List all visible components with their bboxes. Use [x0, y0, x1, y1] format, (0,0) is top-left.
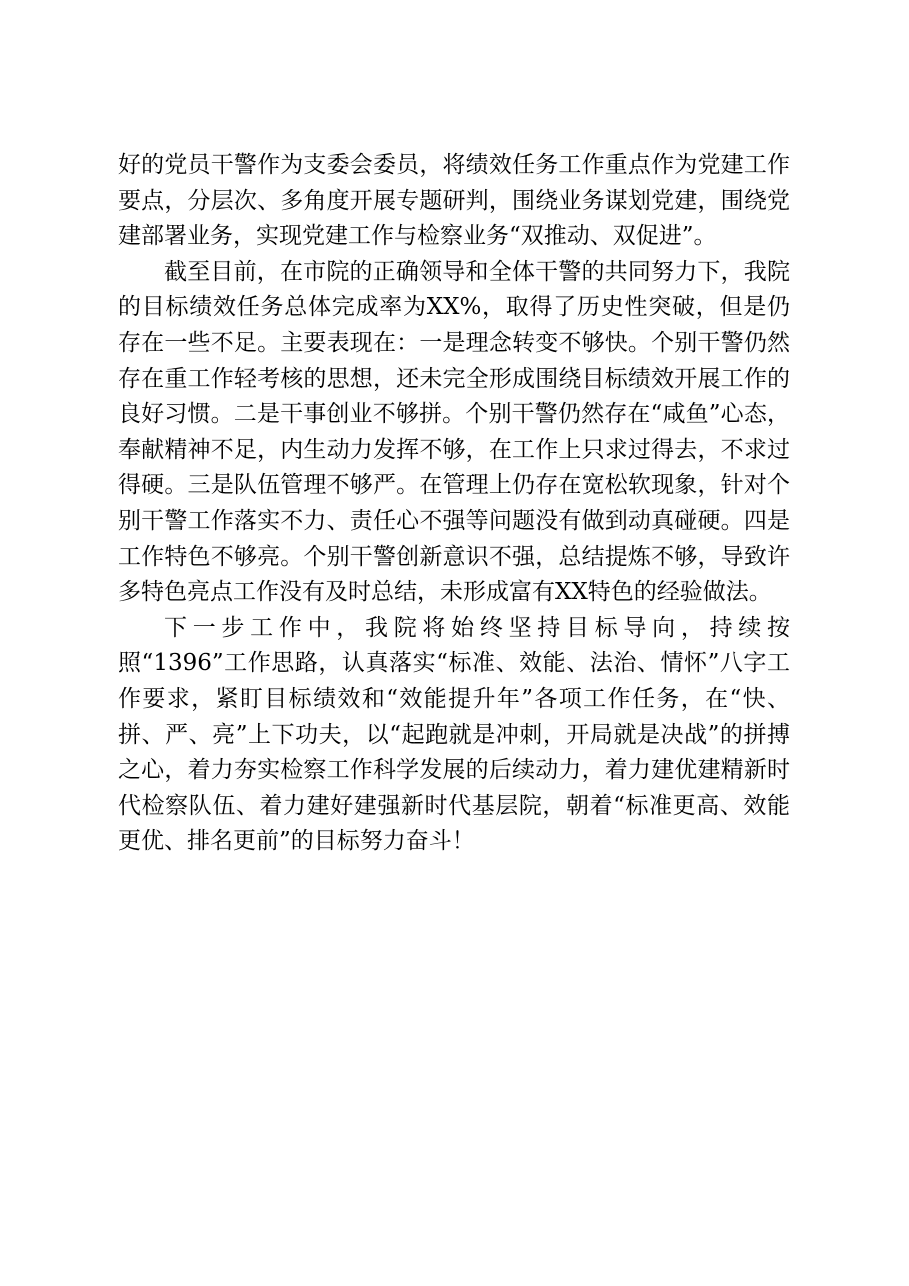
paragraph-continuation: 好的党员干警作为支委会委员，将绩效任务工作重点作为党建工作要点，分层次、多角度开展专题研判，围绕业务谋划党建，围绕党建部署业务，实现党建工作与检察业务“双推动、双促进”。: [118, 152, 790, 250]
document-page: [118, 148, 790, 860]
paragraph-shortcomings: 截至目前，在市院的正确领导和全体干警的共同努力下，我院的目标绩效任务总体完成率为XX%，取得了历史性突破，但是仍存在一些不足。主要表现在：一是理念转变不够快。个别干警仍然存在重工作轻考核的思想，还未完全形成围绕目标绩效开展工作的良好习惯。二是干事创业不够拼。个别干警仍然存在“咸鱼”心态，奉献精神不足，内生动力发挥不够，在工作上只求过得去，不求过得硬。三是队伍管理不够严。在管理上仍存在宽松软现象，针对个别干警工作落实不力、责任心不强等问题没有做到动真碰硬。四是工作特色不够亮。个别干警创新意识不强，总结提炼不够，导致许多特色亮点工作没有及时总结，未形成富有XX特色的经验做法。: [118, 258, 790, 606]
paragraph-next-steps: 下一步工作中，我院将始终坚持目标导向，持续按照“1396”工作思路，认真落实“标准、效能、法治、情怀”八字工作要求，紧盯目标绩效和“效能提升年”各项工作任务，在“快、拼、严、亮”上下功夫，以“起跑就是冲刺，开局就是决战”的拼搏之心，着力夯实检察工作科学发展的后续动力，着力建优建精新时代检察队伍、着力建好建强新时代基层院，朝着“标准更高、效能更优、排名更前”的目标努力奋斗！: [118, 614, 790, 855]
